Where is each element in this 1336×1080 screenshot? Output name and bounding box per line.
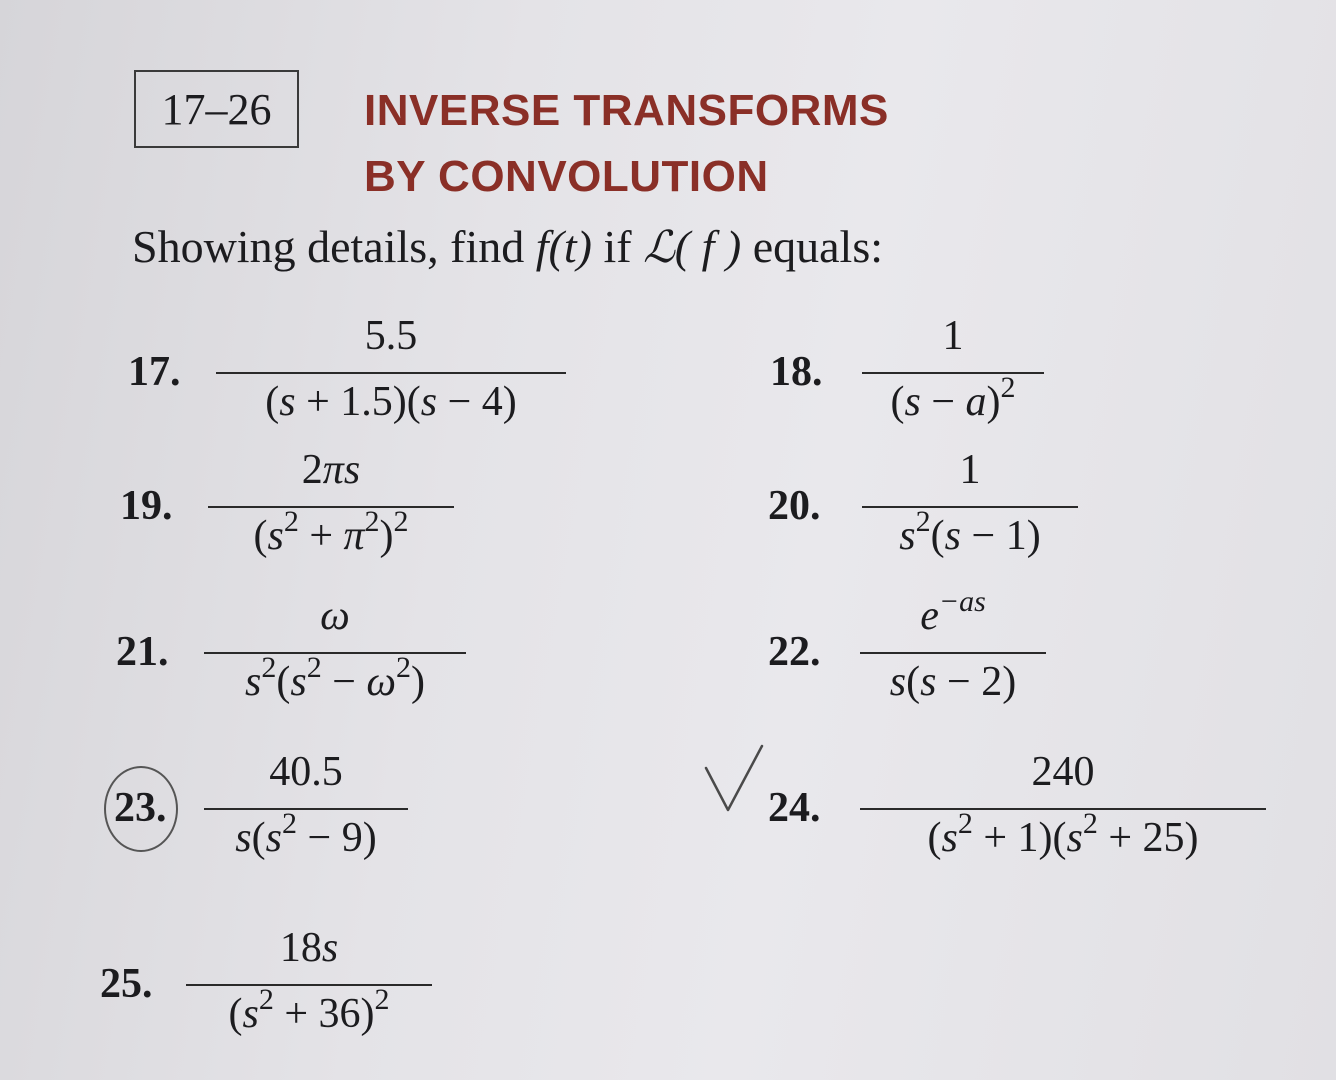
instructions-paren-f: ( f ) bbox=[674, 221, 742, 272]
laplace-symbol: ℒ bbox=[643, 222, 675, 273]
section-title-line-1: INVERSE TRANSFORMS bbox=[364, 86, 889, 135]
instructions-text-start: Showing details, find bbox=[132, 221, 536, 272]
fraction-bar bbox=[216, 372, 566, 374]
fraction-bar bbox=[204, 808, 408, 810]
instructions bbox=[132, 220, 883, 273]
fraction-bar bbox=[860, 808, 1266, 810]
numerator: 5.5 bbox=[364, 313, 418, 359]
numerator: 2πs bbox=[301, 447, 361, 493]
numerator: 240 bbox=[1031, 749, 1095, 795]
problem-number: 25. bbox=[100, 961, 153, 1007]
denominator: $(s^2 + 36)^2$ bbox=[228, 983, 390, 1037]
fraction-bar bbox=[862, 506, 1078, 508]
section-range-box bbox=[134, 70, 299, 148]
denominator: $s(s^2 - 9)$ bbox=[235, 807, 377, 861]
denominator: $(s^2 + \pi^2)^2$ bbox=[253, 505, 409, 559]
problem-number: 24. bbox=[768, 785, 821, 831]
numerator: 40.5 bbox=[269, 749, 343, 795]
instructions-f-of-t: f(t) bbox=[535, 221, 592, 272]
problem-number: 22. bbox=[768, 629, 821, 675]
section-range: 17–26 bbox=[161, 84, 272, 134]
denominator: $(s - a)^2$ bbox=[890, 371, 1016, 425]
denominator: (s + 1.5)(s − 4) bbox=[265, 379, 517, 425]
numerator: 18s bbox=[279, 925, 339, 971]
problem-number: 19. bbox=[120, 483, 173, 529]
section-title bbox=[364, 78, 889, 210]
problem-number: 20. bbox=[768, 483, 821, 529]
fraction-bar bbox=[860, 652, 1046, 654]
section-title-line-2: BY CONVOLUTION bbox=[364, 152, 769, 201]
instructions-text-end: equals: bbox=[741, 221, 883, 272]
denominator: $(s^2 + 1)(s^2 + 25)$ bbox=[927, 807, 1199, 861]
problem-number: 18. bbox=[770, 349, 823, 395]
problem-number: 21. bbox=[116, 629, 169, 675]
denominator: s(s − 2) bbox=[889, 659, 1017, 705]
fraction-bar bbox=[186, 984, 432, 986]
denominator: $s^2(s - 1)$ bbox=[899, 505, 1041, 559]
fraction-bar bbox=[204, 652, 466, 654]
fraction-bar bbox=[208, 506, 454, 508]
instructions-text-if: if bbox=[591, 221, 644, 272]
check-mark-icon bbox=[700, 740, 770, 820]
numerator: $e^{-as}$ bbox=[920, 585, 986, 639]
numerator: ω bbox=[320, 593, 350, 639]
numerator: 1 bbox=[942, 313, 964, 359]
numerator: 1 bbox=[959, 447, 981, 493]
problem-number: 17. bbox=[128, 349, 181, 395]
problem-number: 23. bbox=[114, 785, 167, 831]
fraction-bar bbox=[862, 372, 1044, 374]
denominator: $s^2(s^2 - \omega^2)$ bbox=[244, 651, 426, 705]
